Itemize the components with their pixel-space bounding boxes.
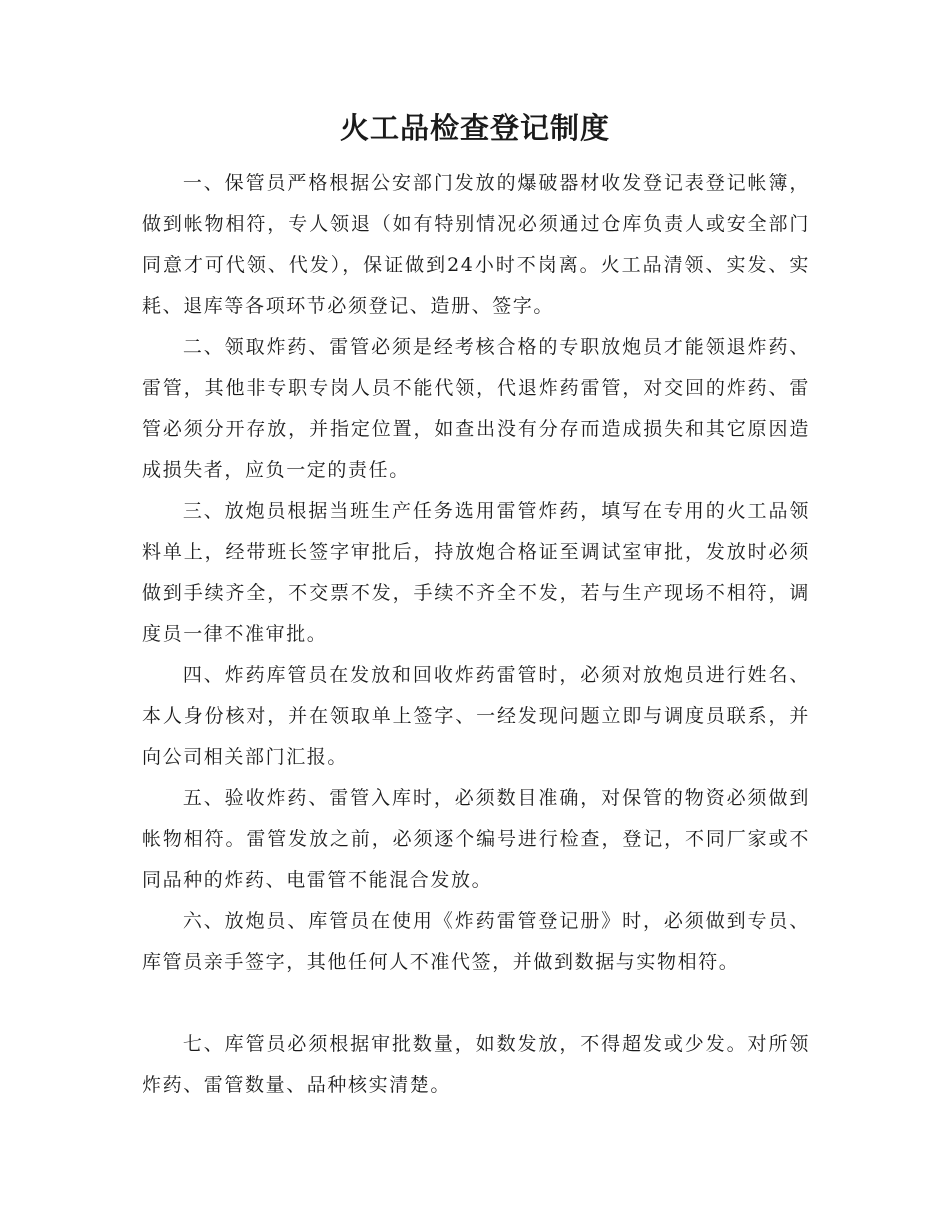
paragraph-6: 六、放炮员、库管员在使用《炸药雷管登记册》时，必须做到专员、库管员亲手签字，其他任何人不准代签，并做到数据与实物相符。 [142, 910, 810, 973]
paragraph-7: 七、库管员必须根据审批数量，如数发放，不得超发或少发。对所领炸药、雷管数量、品种核实清楚。 [142, 1033, 810, 1096]
paragraph-1: 一、保管员严格根据公安部门发放的爆破器材收发登记表登记帐簿，做到帐物相符，专人领退（如有特别情况必须通过仓库负责人或安全部门同意才可代领、代发），保证做到24小时不岗离。火工品清领、实发、实耗、退库等各项环节必须登记、造册、签字。 [142, 172, 810, 317]
paragraph-5: 五、验收炸药、雷管入库时，必须数目准确，对保管的物资必须做到帐物相符。雷管发放之前，必须逐个编号进行检查，登记，不同厂家或不同品种的炸药、电雷管不能混合发放。 [142, 787, 810, 891]
paragraph-4: 四、炸药库管员在发放和回收炸药雷管时，必须对放炮员进行姓名、本人身份核对，并在领取单上签字、一经发现问题立即与调度员联系，并向公司相关部门汇报。 [142, 664, 810, 768]
paragraph-3: 三、放炮员根据当班生产任务选用雷管炸药，填写在专用的火工品领料单上，经带班长签字审批后，持放炮合格证至调试室审批，发放时必须做到手续齐全，不交票不发，手续不齐全不发，若与生产现场不相符，调度员一律不准审批。 [142, 500, 810, 645]
paragraph-2: 二、领取炸药、雷管必须是经考核合格的专职放炮员才能领退炸药、雷管，其他非专职专岗人员不能代领，代退炸药雷管，对交回的炸药、雷管必须分开存放，并指定位置，如查出没有分存而造成损失和其它原因造成损失者，应负一定的责任。 [142, 336, 810, 481]
page-title: 火工品检查登记制度 [339, 111, 610, 145]
